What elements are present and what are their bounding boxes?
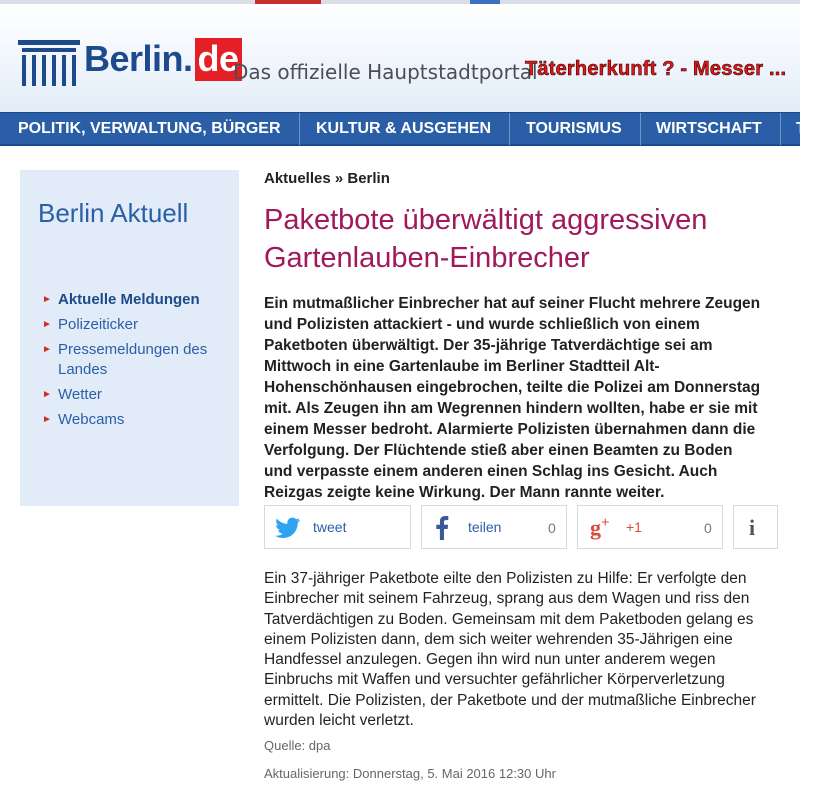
logo-wordmark-text: Berlin.	[84, 38, 193, 79]
sidebar-item-webcams[interactable]	[40, 410, 230, 430]
facebook-share-button[interactable]	[421, 505, 567, 549]
nav-item-truncated[interactable]: T	[796, 120, 806, 137]
nav-item-wirtschaft[interactable]: WIRTSCHAFT	[638, 113, 781, 145]
article-body: Ein 37-jähriger Paketbote eilte den Polizisten zu Hilfe: Er verfolgte den Einbrecher mit seinem Fahrzeug, sprang aus dem Wagen und riss den Tatverdächtigen zu Boden. Gemeinsam mit dem Paketboden gelang es einem Polizisten dann, dem sich weiter wehrenden 35-Jährigen eine Handfessel anzulegen. Gegen ihn wird nun unter anderem wegen Einbruchs mit Waffen und versuchter gefährlicher Körperverletzung ermittelt. Die Polizisten, der Paketbote und der mutmaßliche Einbrecher wurden leicht verletzt.	[264, 570, 756, 730]
sidebar-item-label: Wetter	[58, 386, 102, 403]
nav-item-kultur[interactable]: KULTUR & AUSGEHEN	[298, 113, 510, 145]
sidebar-title: Berlin Aktuell	[38, 198, 189, 228]
sidebar-item-label: Pressemeldungen des Landes	[58, 341, 208, 378]
article-source: Quelle: dpa	[264, 738, 331, 753]
google-plus-label: +1	[626, 519, 642, 535]
berlin-logo[interactable]	[18, 34, 239, 90]
facebook-count: 0	[548, 520, 556, 536]
sidebar-list	[40, 290, 230, 435]
bullet-arrow-icon: ►	[42, 294, 52, 305]
facebook-icon	[436, 516, 448, 540]
bullet-arrow-icon: ►	[42, 414, 52, 425]
tweet-button[interactable]	[264, 505, 411, 549]
sidebar-item-pressemeldungen[interactable]	[40, 340, 230, 380]
facebook-label: teilen	[468, 519, 502, 535]
bullet-arrow-icon: ►	[42, 344, 52, 355]
info-icon: i	[749, 515, 756, 540]
sidebar	[20, 170, 239, 506]
article-headline: Paketbote überwältigt aggressiven Gartenlauben-Einbrecher	[264, 204, 708, 274]
share-info-button[interactable]	[733, 505, 778, 549]
sidebar-item-aktuelle-meldungen[interactable]	[40, 290, 230, 310]
article-lead: Ein mutmaßlicher Einbrecher hat auf seiner Flucht mehrere Zeugen und Polizisten attackiert - und wurde schließlich von einem Paketboten überwältigt. Der 35-jährige Tatverdächtige sei am Mittwoch in eine Gartenlaube im Berliner Stadtteil Alt-Hohenschönhausen eingebrochen, teilte die Polizei am Donnerstag mit. Als Zeugen ihn am Wegrennen hindern wollten, habe er sie mit einem Messer bedroht. Alarmierte Polizisten übernahmen dann die Verfolgung. Der Flüchtende stieß aber einen Beamten zu Boden und verpasste einem anderen einen Schlag ins Gesicht. Auch Reizgas zeigte keine Wirkung. Der Mann rannte weiter.	[264, 295, 761, 501]
site-header	[0, 4, 800, 112]
logo-tld: de	[195, 38, 242, 81]
bullet-arrow-icon: ►	[42, 319, 52, 330]
main-navigation	[0, 112, 806, 146]
sidebar-item-wetter[interactable]	[40, 385, 230, 405]
google-plus-button[interactable]	[577, 505, 723, 549]
brandenburg-gate-icon	[18, 40, 80, 86]
overlay-caption: Täterherkunft ? - Messer ...	[525, 58, 787, 80]
site-tagline: Das offizielle Hauptstadtportal	[233, 60, 538, 84]
sidebar-item-label: Webcams	[58, 411, 125, 428]
sidebar-item-label: Polizeiticker	[58, 316, 139, 333]
google-plus-icon: g+	[590, 515, 610, 540]
logo-wordmark	[84, 38, 242, 80]
tweet-label: tweet	[313, 519, 347, 535]
share-bar	[264, 505, 784, 549]
sidebar-item-label: Aktuelle Meldungen	[58, 291, 200, 308]
sidebar-item-polizeiticker[interactable]	[40, 315, 230, 335]
article-updated: Aktualisierung: Donnerstag, 5. Mai 2016 12:30 Uhr	[264, 766, 556, 781]
nav-item-politik[interactable]: POLITIK, VERWALTUNG, BÜRGER	[0, 113, 300, 145]
breadcrumb[interactable]: Aktuelles » Berlin	[264, 170, 390, 187]
article	[264, 170, 764, 503]
twitter-icon	[275, 517, 301, 539]
nav-item-tourismus[interactable]: TOURISMUS	[508, 113, 641, 145]
google-plus-count: 0	[704, 520, 712, 536]
bullet-arrow-icon: ►	[42, 389, 52, 400]
